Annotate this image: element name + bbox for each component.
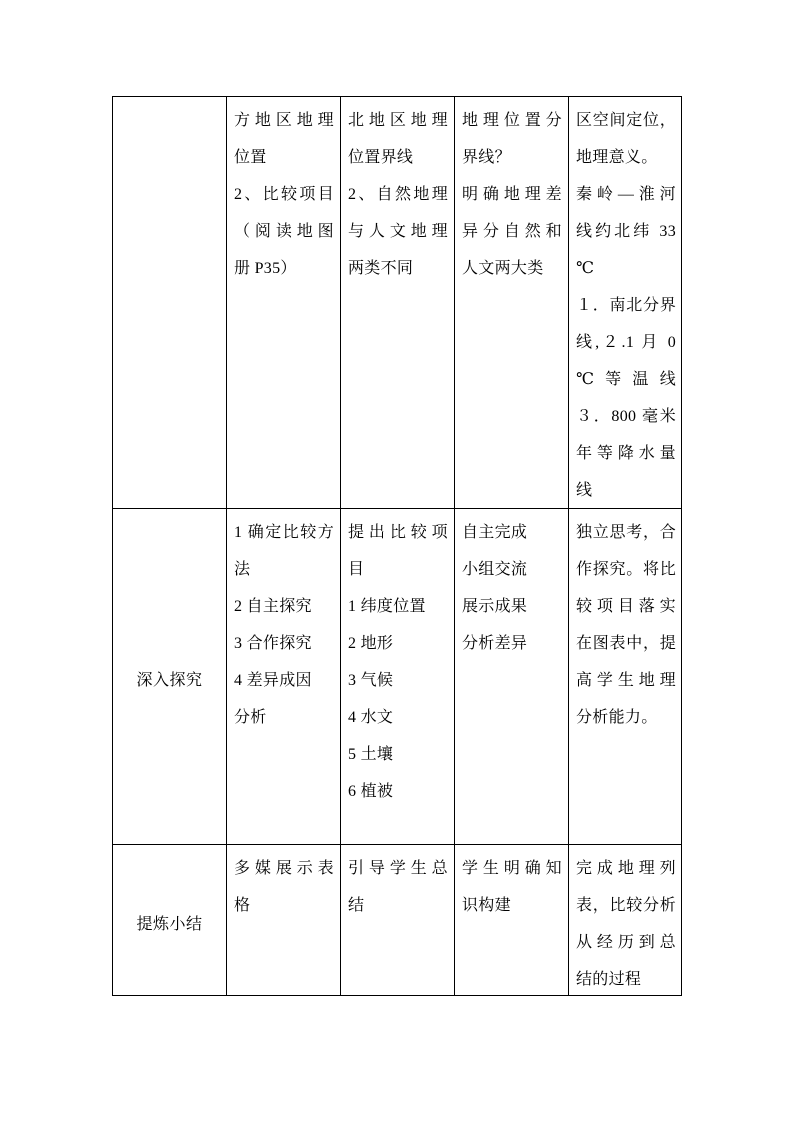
cell-text-line: 结 — [348, 897, 365, 914]
cell-text-line: 位置 — [234, 149, 267, 166]
cell-text-line: 区空间定位， — [576, 112, 676, 129]
cell-text-line: 1 纬度位置 — [348, 598, 426, 615]
stage-label: 深入探究 — [136, 672, 203, 689]
stage-cell — [113, 509, 227, 845]
cell-text-line: 与人文地理 — [348, 223, 448, 240]
cell-text-line: 秦岭—淮河 — [576, 186, 676, 203]
content-cell — [227, 509, 341, 845]
cell-text-line: 学生明确知 — [462, 860, 562, 877]
cell-text-line: 多媒展示表 — [234, 860, 334, 877]
cell-text-line: 分析差异 — [462, 635, 528, 652]
lesson-plan-table — [112, 96, 682, 996]
cell-text-line: 2 地形 — [348, 635, 394, 652]
cell-text-line: 从经历到总 — [576, 934, 676, 951]
stage-label: 提炼小结 — [136, 915, 203, 933]
teacher-activity-cell — [341, 845, 455, 995]
cell-text-line: 在图表中，提 — [576, 635, 676, 652]
cell-text-line: 4 水文 — [348, 709, 394, 726]
cell-text-line: 完成地理列 — [576, 860, 676, 877]
cell-text-line: 北地区地理 — [348, 112, 448, 129]
cell-text-line: 位置界线 — [348, 149, 414, 166]
stage-cell — [113, 845, 227, 995]
cell-text-line: 小组交流 — [462, 561, 528, 578]
cell-text-line: 目 — [348, 561, 365, 578]
cell-text-line: 2、比较项目 — [234, 186, 334, 203]
cell-text-line: 明确地理差 — [462, 186, 562, 203]
cell-text-line: ３．800 毫米 — [576, 408, 676, 425]
cell-text-line: 地理意义。 — [576, 149, 658, 166]
cell-text-line: （阅读地图 — [234, 223, 334, 240]
cell-text-line: 3 气候 — [348, 672, 394, 689]
cell-text-line: 格 — [234, 897, 251, 914]
cell-text-line: 提出比较项 — [348, 524, 448, 541]
cell-text-line: 两类不同 — [348, 260, 414, 277]
cell-text-line: 地理位置分 — [462, 112, 562, 129]
cell-text-line: 人文两大类 — [462, 260, 544, 277]
cell-text-line: 1 确定比较方 — [234, 524, 334, 541]
cell-text-line: 表，比较分析 — [576, 897, 676, 914]
cell-text-line: １．南北分界 — [576, 297, 676, 314]
teacher-activity-cell — [341, 509, 455, 845]
cell-text-line: 独立思考，合 — [576, 524, 676, 541]
cell-text-line: 异分自然和 — [462, 223, 562, 240]
cell-text-line: 6 植被 — [348, 783, 394, 800]
cell-text-line: 3 合作探究 — [234, 635, 312, 652]
stage-cell — [113, 97, 227, 509]
cell-text-line: 识构建 — [462, 897, 511, 914]
content-cell — [227, 845, 341, 995]
cell-text-line: 分析 — [234, 709, 267, 726]
design-intent-cell — [569, 845, 681, 995]
design-intent-cell — [569, 97, 681, 509]
design-intent-cell — [569, 509, 681, 845]
cell-text-line: 作探究。将比 — [576, 561, 676, 578]
student-activity-cell — [455, 509, 569, 845]
cell-text-line: 4 差异成因 — [234, 672, 312, 689]
cell-text-line: 线,２.1 月 0 — [576, 334, 676, 351]
cell-text-line: 分析能力。 — [576, 709, 658, 726]
cell-text-line: 引导学生总 — [348, 860, 448, 877]
cell-text-line: 册 P35） — [234, 260, 297, 277]
cell-text-line: 界线？ — [462, 149, 511, 166]
cell-text-line: 线约北纬 33 — [576, 223, 676, 240]
teacher-activity-cell — [341, 97, 455, 509]
student-activity-cell — [455, 845, 569, 995]
cell-text-line: 年等降水量 — [576, 445, 676, 462]
cell-text-line: 较项目落实 — [576, 598, 676, 615]
cell-text-line: 自主完成 — [462, 524, 528, 541]
cell-text-line: 展示成果 — [462, 598, 528, 615]
cell-text-line: ℃ — [576, 260, 595, 277]
student-activity-cell — [455, 97, 569, 509]
cell-text-line: 法 — [234, 561, 251, 578]
cell-text-line: 方地区地理 — [234, 112, 334, 129]
cell-text-line: 结的过程 — [576, 971, 642, 988]
cell-text-line: 2、自然地理 — [348, 186, 448, 203]
cell-text-line: 高学生地理 — [576, 672, 676, 689]
cell-text-line: 线 — [576, 482, 593, 499]
content-cell — [227, 97, 341, 509]
cell-text-line: 5 土壤 — [348, 746, 394, 763]
cell-text-line: ℃等温线 — [576, 371, 676, 388]
cell-text-line: 2 自主探究 — [234, 598, 312, 615]
